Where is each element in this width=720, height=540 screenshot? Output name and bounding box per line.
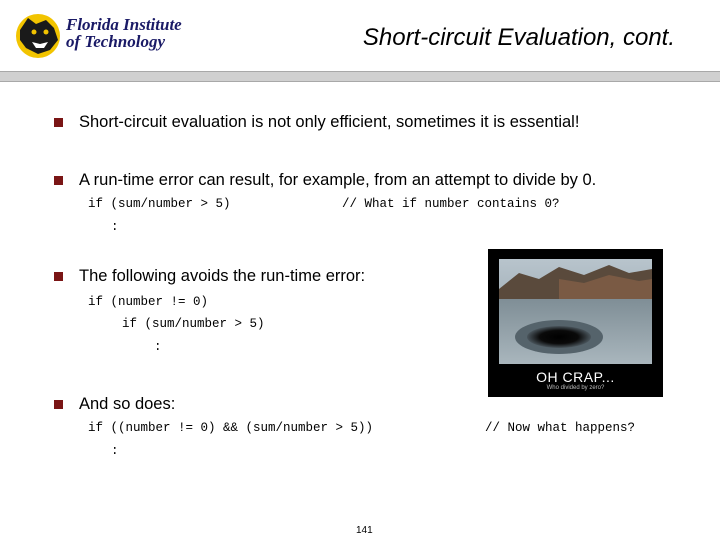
bullet-item-3 (54, 267, 365, 286)
code-line: if (number != 0) (88, 295, 209, 309)
bullet-text: Short-circuit evaluation is not only efficient, sometimes it is essential! (79, 113, 580, 131)
bullet-item-4 (54, 395, 175, 414)
bullet-square-icon (54, 400, 63, 409)
bullet-square-icon (54, 176, 63, 185)
logo-line-2: of Technology (66, 32, 166, 51)
code-comment: // What if number contains 0? (342, 197, 560, 211)
code-line: if (sum/number > 5) (122, 317, 265, 331)
code-line: : (111, 220, 119, 234)
code-line: : (154, 340, 162, 354)
bullet-item-2 (54, 171, 596, 190)
code-comment: // Now what happens? (485, 421, 636, 435)
page-number: 141 (356, 525, 373, 536)
bullet-square-icon (54, 272, 63, 281)
fit-logo (14, 10, 184, 62)
bullet-text: The following avoids the run-time error: (79, 267, 366, 285)
whirlpool-poster-image (488, 249, 663, 397)
whirlpool-photo (499, 259, 652, 364)
bullet-text: And so does: (79, 395, 176, 413)
bullet-square-icon (54, 118, 63, 127)
logo-text (66, 16, 196, 50)
title-divider-bar (0, 71, 720, 82)
bullet-text: A run-time error can result, for example, from an attempt to divide by 0. (79, 171, 597, 189)
poster-caption: OH CRAP... (536, 369, 615, 385)
bullet-item-1 (54, 113, 579, 132)
code-line: if ((number != 0) && (sum/number > 5)) (88, 421, 374, 435)
panther-logo-icon (14, 10, 64, 60)
logo-line-1: Florida Institute (66, 15, 182, 34)
poster-subcaption: Who divided by zero? (546, 385, 605, 391)
slide-title: Short-circuit Evaluation, cont. (362, 24, 675, 51)
code-line: if (sum/number > 5) (88, 197, 231, 211)
code-line: : (111, 444, 119, 458)
